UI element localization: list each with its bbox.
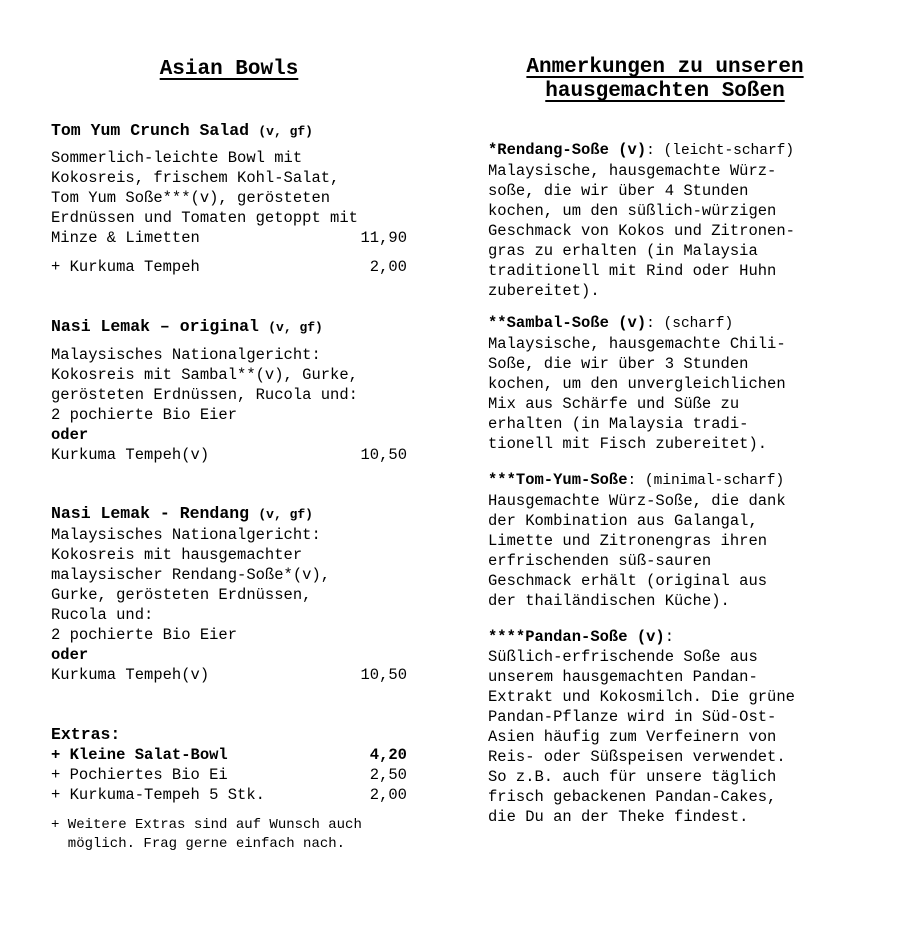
menu-item-tags: (v, gf) (258, 124, 313, 139)
extras-section (51, 725, 411, 854)
heading-line-1: Anmerkungen zu unseren (526, 56, 804, 79)
sauce-note-line: erhalten (in Malaysia tradi- (488, 415, 749, 433)
sauce-note-name: **Sambal-Soße (v) (488, 314, 647, 332)
menu-item-desc-line: gerösteten Erdnüssen, Rucola und: (51, 386, 358, 404)
sauce-note-sambal (488, 313, 868, 454)
sauce-note-line: So z.B. auch für unsere täglich (488, 768, 777, 786)
menu-item-desc-line: Malaysisches Nationalgericht: (51, 346, 321, 364)
sauce-note-line: die Du an der Theke findest. (488, 808, 749, 826)
sauce-note-pandan (488, 627, 868, 827)
sauce-note-line: Extrakt und Kokosmilch. Die grüne (488, 688, 795, 706)
sauce-note-tom-yum (488, 470, 868, 611)
menu-item-desc-line: Kokosreis mit hausgemachter (51, 546, 303, 564)
menu-item-price-label: Minze & Limetten (51, 229, 200, 247)
sauce-note-line: der thailändischen Küche). (488, 592, 730, 610)
sauce-note-line: tionell mit Fisch zubereitet). (488, 435, 768, 453)
menu-item-price: 11,90 (360, 229, 407, 247)
extras-row (51, 745, 407, 765)
menu-item-price: 10,50 (360, 666, 407, 684)
extras-row-label: + Kurkuma-Tempeh 5 Stk. (51, 786, 265, 804)
menu-item-price-row (51, 228, 407, 248)
sauce-note-line: Limette und Zitronengras ihren (488, 532, 768, 550)
menu-item-desc-line: Gurke, gerösteten Erdnüssen, (51, 586, 312, 604)
sauce-note-name: ***Tom-Yum-Soße (488, 471, 628, 489)
sauce-note-level: : (scharf) (646, 316, 734, 332)
sauce-note-line: Pandan-Pflanze wird in Süd-Ost- (488, 708, 777, 726)
extras-row (51, 765, 407, 785)
extras-row-label: + Pochiertes Bio Ei (51, 766, 228, 784)
sauce-note-line: Reis- oder Süßspeisen verwendet. (488, 748, 786, 766)
extras-row-price: 2,50 (369, 766, 407, 784)
sauce-note-line: traditionell mit Rind oder Huhn (488, 262, 777, 280)
extras-title: Extras: (51, 725, 121, 744)
menu-item-title: Nasi Lemak - Rendang (51, 504, 250, 523)
menu-item-oder: oder (51, 646, 89, 664)
menu-item-desc-line: Tom Yum Soße***(v), gerösteten (51, 189, 331, 207)
sauce-note-line: frisch gebackenen Pandan-Cakes, (488, 788, 777, 806)
section-heading-sauce-notes (505, 56, 825, 104)
menu-item-desc-line: 2 pochierte Bio Eier (51, 406, 238, 424)
extras-row (51, 785, 407, 805)
menu-item-addon-label: + Kurkuma Tempeh (51, 258, 200, 276)
menu-item-price-row (51, 665, 407, 685)
menu-item-desc-line: 2 pochierte Bio Eier (51, 626, 238, 644)
menu-item-nasi-lemak-original (51, 317, 411, 465)
sauce-note-level: : (minimal-scharf) (627, 473, 785, 489)
sauce-note-level: : (leicht-scharf) (646, 143, 795, 159)
sauce-note-line: unserem hausgemachten Pandan- (488, 668, 758, 686)
menu-item-desc-line: Kokosreis mit Sambal**(v), Gurke, (51, 366, 358, 384)
sauce-note-line: erfrischenden süß-sauren (488, 552, 712, 570)
menu-item-addon-row (51, 257, 407, 277)
menu-item-price-row (51, 445, 407, 465)
sauce-note-line: Mix aus Schärfe und Süße zu (488, 395, 740, 413)
sauce-note-rendang (488, 140, 868, 301)
extras-note-line: möglich. Frag gerne einfach nach. (51, 836, 346, 852)
sauce-note-line: kochen, um den unvergleichlichen (488, 375, 786, 393)
sauce-note-line: der Kombination aus Galangal, (488, 512, 758, 530)
sauce-note-line: Hausgemachte Würz-Soße, die dank (488, 492, 786, 510)
menu-item-tom-yum (51, 121, 411, 277)
extras-row-price: 4,20 (369, 746, 407, 764)
extras-note (51, 816, 411, 854)
sauce-note-line: Malaysische, hausgemachte Chili- (488, 335, 786, 353)
sauce-note-level: : (664, 628, 675, 646)
menu-item-addon-price: 2,00 (369, 258, 407, 276)
heading-line-2: hausgemachten Soßen (545, 80, 785, 103)
menu-item-desc-line: Kokosreis, frischem Kohl-Salat, (51, 169, 340, 187)
sauce-note-line: kochen, um den süßlich-würzigen (488, 202, 777, 220)
menu-item-desc-line: malaysischer Rendang-Soße*(v), (51, 566, 331, 584)
sauce-note-line: gras zu erhalten (in Malaysia (488, 242, 758, 260)
menu-item-nasi-lemak-rendang (51, 504, 411, 685)
menu-item-title: Nasi Lemak – original (51, 317, 259, 336)
sauce-note-line: zubereitet). (488, 282, 600, 300)
menu-item-desc-line: Rucola und: (51, 606, 154, 624)
menu-item-price-label: Kurkuma Tempeh(v) (51, 666, 210, 684)
menu-item-tags: (v, gf) (258, 507, 313, 522)
sauce-note-line: Geschmack von Kokos und Zitronen- (488, 222, 795, 240)
sauce-note-name: ****Pandan-Soße (v) (488, 628, 665, 646)
section-heading-asian-bowls: Asian Bowls (159, 58, 299, 81)
sauce-note-line: Süßlich-erfrischende Soße aus (488, 648, 758, 666)
menu-item-desc-line: Sommerlich-leichte Bowl mit (51, 149, 303, 167)
sauce-note-name: *Rendang-Soße (v) (488, 141, 647, 159)
menu-item-title: Tom Yum Crunch Salad (51, 121, 250, 140)
menu-item-desc-line: Malaysisches Nationalgericht: (51, 526, 321, 544)
sauce-note-line: Asien häufig zum Verfeinern von (488, 728, 777, 746)
sauce-note-line: Geschmack erhält (original aus (488, 572, 768, 590)
extras-row-label: + Kleine Salat-Bowl (51, 746, 228, 764)
menu-item-oder: oder (51, 426, 89, 444)
menu-item-tags: (v, gf) (268, 320, 323, 335)
sauce-note-line: Soße, die wir über 3 Stunden (488, 355, 749, 373)
sauce-note-line: soße, die wir über 4 Stunden (488, 182, 749, 200)
sauce-note-line: Malaysische, hausgemachte Würz- (488, 162, 777, 180)
extras-note-line: + Weitere Extras sind auf Wunsch auch (51, 817, 362, 833)
extras-row-price: 2,00 (369, 786, 407, 804)
menu-item-desc-line: Erdnüssen und Tomaten getoppt mit (51, 209, 358, 227)
menu-item-price-label: Kurkuma Tempeh(v) (51, 446, 210, 464)
menu-item-price: 10,50 (360, 446, 407, 464)
